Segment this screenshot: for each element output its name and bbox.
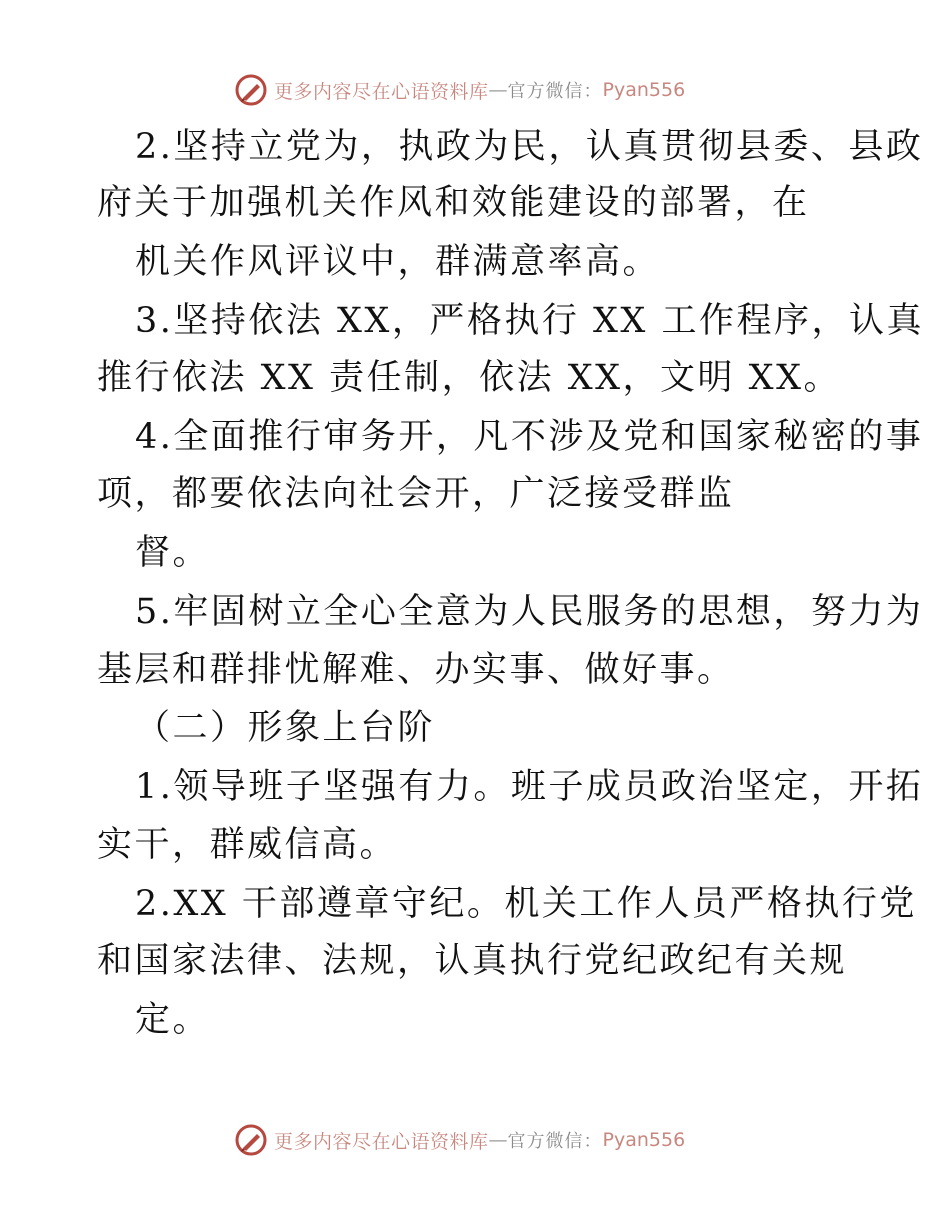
pen-logo-icon: [234, 1123, 268, 1157]
text-line: 项，都要依法向社会开，广泛接受群监: [97, 474, 735, 514]
text-line: 和国家法律、法规，认真执行党纪政纪有关规: [97, 941, 848, 981]
watermark-id: Pyan556: [602, 79, 686, 101]
text-line: 3.坚持依法 XX，严格执行 XX 工作程序，认真: [135, 301, 924, 341]
text-line: 4.全面推行审务开，凡不涉及党和国家秘密的事: [135, 417, 924, 457]
watermark-header: [234, 72, 685, 108]
section-heading: （二）形象上台阶: [135, 708, 436, 748]
text-line: 定。: [135, 1000, 211, 1040]
text-line: 府关于加强机关作风和效能建设的部署，在: [97, 183, 810, 223]
text-line: 推行依法 XX 责任制，依法 XX，文明 XX。: [97, 358, 842, 398]
text-line: 机关作风评议中，群满意率高。: [135, 242, 661, 282]
watermark-official: 官方微信：: [507, 81, 603, 102]
text-line: 实干，群威信高。: [97, 825, 398, 865]
watermark-id: Pyan556: [602, 1129, 686, 1151]
watermark-footer: [234, 1122, 685, 1158]
watermark-brand: 更多内容尽在心语资料库: [274, 1130, 489, 1153]
text-line: 基层和群排忧解难、办实事、做好事。: [97, 650, 735, 690]
watermark-dash: —: [488, 79, 508, 101]
watermark-brand: 更多内容尽在心语资料库: [274, 80, 489, 103]
watermark-official: 官方微信：: [507, 1131, 603, 1152]
watermark-dash: —: [488, 1129, 508, 1151]
text-line: 2.XX 干部遵章守纪。机关工作人员严格执行党: [135, 884, 917, 924]
pen-logo-icon: [234, 73, 268, 107]
text-line: 1.领导班子坚强有力。班子成员政治坚定，开拓: [135, 767, 924, 807]
text-line: 5.牢固树立全心全意为人民服务的思想，努力为: [135, 592, 924, 632]
text-line: 2.坚持立党为，执政为民，认真贯彻县委、县政: [135, 127, 924, 167]
text-line: 督。: [135, 533, 211, 573]
